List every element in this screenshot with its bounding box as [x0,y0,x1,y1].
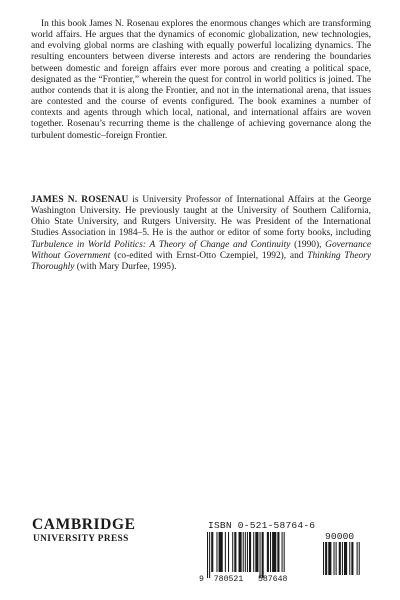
publisher-name: CAMBRIDGE [32,516,136,533]
author-bio [31,195,371,273]
ean-digits [199,575,287,584]
ean-first-digit: 9 [199,575,204,584]
publisher-logo [32,517,136,545]
book-title-governance: Governance Without Government [31,239,371,261]
bio-text-1: is University Professor of International Affairs at the George Washington University. He previously taught at the University of Southern California, Ohio State University, and Rutgers University. He was President of the International Studies Association in 1984–5. He is the author or editor of some forty books, including [31,195,371,239]
isbn-label: ISBN 0-521-58764-6 [208,520,316,531]
bio-text-4: (with Mary Durfee, 1995). [74,261,177,272]
bio-text-2: (1990), [290,239,326,250]
bio-text-3: (co-edited with Ernst-Otto Czempiel, 1992), and [110,250,308,261]
ean-barcode [207,532,315,578]
author-name: JAMES N. ROSENAU [31,195,129,205]
book-description: In this book James N. Rosenau explores the enormous changes which are transforming world affairs. He argues that the dynamics of economic globalization, new technologies, and evolving global norms are clashing with equally powerful localizing dynamics. The resulting encounters between diverse interests and actors are rendering the boundaries between domestic and foreign affairs ever more porous and creating a political space, designated as the “Frontier,” wherein the quest for control in world politics is joined. The author contends that it is along the Frontier, and not in the international arena, that issues are contested and the course of events configured. The book examines a number of contexts and agents through which local, national, and international affairs are woven together. Rosenau’s recurring theme is the challenge of achieving governance along the turbulent domestic–foreign Frontier. [31,19,371,141]
book-title-turbulence: Turbulence in World Politics: A Theory of Change and Continuity [31,239,291,250]
book-title-thinking: Thinking Theory Thoroughly [31,250,371,272]
addon-barcode [323,542,363,577]
ean-left-group: 780521 [213,575,244,584]
addon-digits: 90000 [325,531,355,542]
ean-right-group: 587648 [257,575,288,584]
publisher-subname: UNIVERSITY PRESS [33,534,129,544]
